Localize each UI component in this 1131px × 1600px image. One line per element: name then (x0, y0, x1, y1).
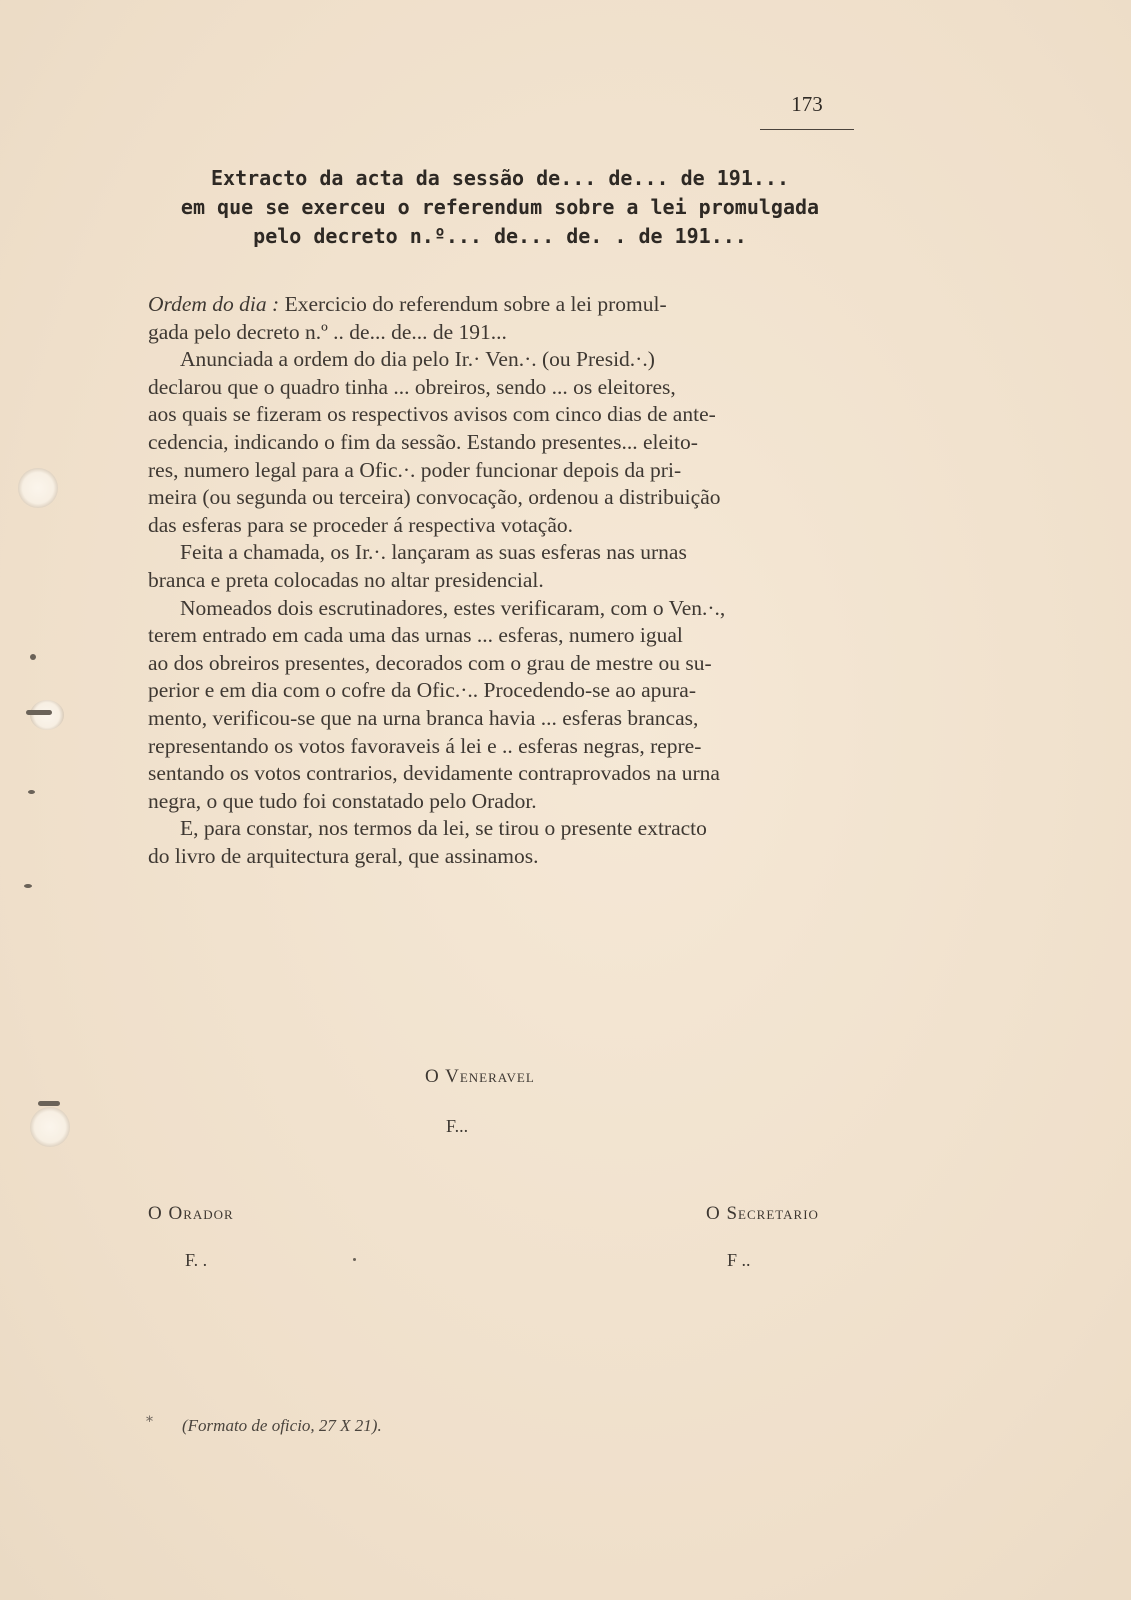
page-number-rule (760, 129, 854, 130)
body-line: sentando os votos contrarios, devidamente contraprovados na urna (148, 761, 720, 786)
document-heading (150, 164, 850, 251)
footnote-mark: * (146, 1414, 153, 1430)
body-line: das esferas para se proceder á respectiva votação. (148, 512, 573, 537)
body-line: terem entrado em cada uma das urnas ... esferas, numero igual (148, 623, 683, 648)
orador-title: O Orador (148, 1203, 234, 1224)
body-line: Anunciada a ordem do dia pelo Ir.· Ven.·. (ou Presid.·.) (180, 347, 655, 372)
body-line: Feita a chamada, os Ir.·. lançaram as suas esferas nas urnas (180, 540, 687, 565)
paper-speck (30, 654, 36, 660)
binding-hole (30, 700, 64, 730)
secretario-initial: F .. (727, 1250, 751, 1270)
heading-line: Extracto da acta da sessão de... de... de 191... (211, 166, 789, 190)
paper-speck (38, 1101, 60, 1106)
body-line: aos quais se fizeram os respectivos avisos com cinco dias de ante- (148, 402, 716, 427)
orador-initial: F. . (185, 1250, 208, 1270)
body-line: E, para constar, nos termos da lei, se tirou o presente extracto (180, 816, 707, 841)
body-line: declarou que o quadro tinha ... obreiros, sendo ... os eleitores, (148, 374, 676, 399)
body-line: do livro de arquitectura geral, que assinamos. (148, 843, 539, 868)
body-line: res, numero legal para a Ofic.·. poder funcionar depois da pri- (148, 457, 682, 482)
paper-speck (28, 790, 35, 794)
binding-hole (30, 1107, 70, 1147)
body-line: mento, verificou-se que na urna branca havia ... esferas brancas, (148, 705, 699, 730)
secretario-title: O Secretario (706, 1203, 819, 1224)
footnote: (Formato de oficio, 27 X 21). (182, 1416, 382, 1435)
body-line: branca e preta colocadas no altar presidencial. (148, 567, 544, 592)
paper-speck (353, 1258, 356, 1261)
page-number: 173 (791, 92, 823, 116)
body-line (148, 291, 856, 319)
ordem-do-dia-label: Ordem do dia : (148, 292, 280, 316)
binding-hole (18, 468, 58, 508)
body-line: cedencia, indicando o fim da sessão. Estando presentes... eleito- (148, 429, 698, 454)
body-line: representando os votos favoraveis á lei e .. esferas negras, repre- (148, 733, 702, 758)
veneravel-initial: F... (446, 1116, 469, 1136)
body-text-fragment: Exercicio do referendum sobre a lei promul- (284, 292, 667, 316)
heading-line: pelo decreto n.º... de... de. . de 191... (253, 224, 747, 248)
heading-line: em que se exerceu o referendum sobre a lei promulgada (180, 195, 820, 219)
veneravel-title: O Veneravel (425, 1066, 535, 1087)
paper-speck (24, 884, 32, 888)
body-line: meira (ou segunda ou terceira) convocação, ordenou a distribuição (148, 485, 721, 510)
minutes-body (148, 291, 856, 870)
body-line: negra, o que tudo foi constatado pelo Orador. (148, 788, 537, 813)
body-line: ao dos obreiros presentes, decorados com o grau de mestre ou su- (148, 650, 712, 675)
body-line: Nomeados dois escrutinadores, estes verificaram, com o Ven.·., (180, 595, 726, 620)
paper-speck (26, 710, 52, 715)
body-line: gada pelo decreto n.º .. de... de... de 191... (148, 319, 507, 344)
body-line: perior e em dia com o cofre da Ofic.·.. Procedendo-se ao apura- (148, 678, 696, 703)
